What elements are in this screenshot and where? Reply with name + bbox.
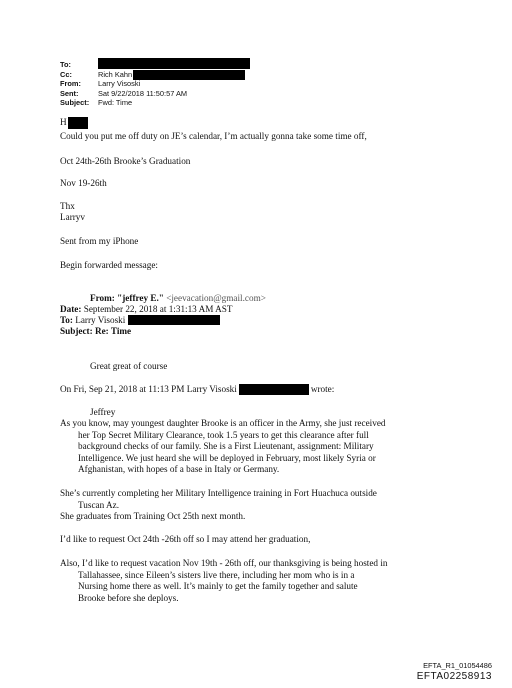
fwd-to-label: To:	[60, 315, 73, 325]
fwd-from-line	[90, 293, 266, 305]
fwd-from-email[interactable]: <jeevacation@gmail.com>	[166, 293, 266, 303]
thanks: Thx	[60, 201, 75, 211]
sent-value: Sat 9/22/2018 11:50:57 AM	[98, 88, 188, 98]
quoted-salutation: Jeffrey	[90, 407, 116, 417]
quoted-p4-line-1: Also, I’d like to request vacation Nov 19th - 26th off, our thanksgiving is being hosted in	[60, 558, 388, 568]
body-line-1: Could you put me off duty on JE’s calendar, I’m actually gonna take some time off,	[60, 131, 367, 141]
sent-from-iphone: Sent from my iPhone	[60, 236, 139, 246]
quote-intro-a: On Fri, Sep 21, 2018 at 11:13 PM Larry Visoski	[60, 384, 237, 394]
quoted-p1-line-1: As you know, may youngest daughter Brooke is an officer in the Army, she just received	[60, 418, 386, 428]
redaction-bar	[133, 70, 245, 80]
signature: Larryv	[60, 212, 85, 222]
quoted-p4-line-2: Tallahassee, since Eileen’s sisters live there, including her mom who is in a	[78, 570, 355, 580]
header-subject-row	[60, 98, 250, 108]
to-label: To:	[60, 60, 71, 69]
footer-code-1: EFTA_R1_01054486	[423, 661, 492, 670]
header-from-row	[60, 79, 250, 89]
redaction-bar	[68, 117, 88, 129]
fwd-to-value: Larry Visoski	[75, 315, 126, 325]
quote-intro	[60, 384, 334, 396]
greeting: H	[60, 117, 67, 127]
email-header	[60, 60, 250, 108]
fwd-to-line	[60, 315, 220, 327]
greeting-line	[60, 117, 88, 129]
redaction-bar	[128, 315, 220, 325]
header-to-row	[60, 60, 250, 70]
fwd-subject-line	[60, 326, 131, 338]
cc-value: Rich Kahn	[98, 69, 133, 79]
quoted-p4-line-4: Brooke before she deploys.	[78, 593, 179, 603]
redaction-bar	[239, 384, 309, 395]
body-line-2: Oct 24th-26th Brooke’s Graduation	[60, 156, 191, 166]
quoted-p1-line-2: her Top Secret Military Clearance, took 1.5 years to get this clearance after full	[78, 430, 369, 440]
quote-intro-b: wrote:	[310, 384, 335, 394]
quoted-p2-line-3: She graduates from Training Oct 25th next month.	[60, 511, 246, 521]
redaction-bar	[98, 58, 250, 69]
header-cc-row	[60, 70, 250, 80]
begin-forwarded: Begin forwarded message:	[60, 260, 158, 270]
fwd-subject-label: Subject:	[60, 326, 93, 336]
reply-text: Great great of course	[90, 361, 168, 371]
from-label: From:	[60, 79, 81, 89]
fwd-from-label: From:	[90, 293, 115, 303]
sent-label: Sent:	[60, 88, 79, 98]
subject-label: Subject:	[60, 98, 90, 108]
subject-value: Fwd: Time	[98, 98, 133, 108]
fwd-date-value: September 22, 2018 at 1:31:13 AM AST	[83, 304, 233, 314]
cc-label: Cc:	[60, 69, 72, 79]
footer-code-2: EFTA02258913	[416, 671, 492, 682]
quoted-p1-line-5: Afghanistan, with hopes of a base in Italy or Germany.	[78, 464, 280, 474]
body-line-3: Nov 19-26th	[60, 178, 107, 188]
quoted-p1-line-3: background checks of our family. She is a First Lieutenant, assignment: Military	[78, 441, 374, 451]
quoted-p1-line-4: Intelligence. We just heard she will be deployed in February, most likely Syria or	[78, 453, 376, 463]
quoted-p2-line-2: Tuscan Az.	[78, 500, 120, 510]
fwd-date-label: Date:	[60, 304, 82, 314]
header-sent-row	[60, 89, 250, 99]
quoted-p2-line-1: She’s currently completing her Military Intelligence training in Fort Huachuca outside	[60, 488, 377, 498]
quoted-p3: I’d like to request Oct 24th -26th off so I may attend her graduation,	[60, 534, 311, 544]
fwd-subject-value: Re: Time	[94, 326, 132, 336]
quoted-p4-line-3: Nursing home there as well. It’s mainly to get the family together and salute	[78, 581, 358, 591]
fwd-from-name: "jeffrey E."	[117, 293, 164, 303]
fwd-date-line	[60, 304, 233, 316]
from-value: Larry Visoski	[98, 79, 141, 89]
